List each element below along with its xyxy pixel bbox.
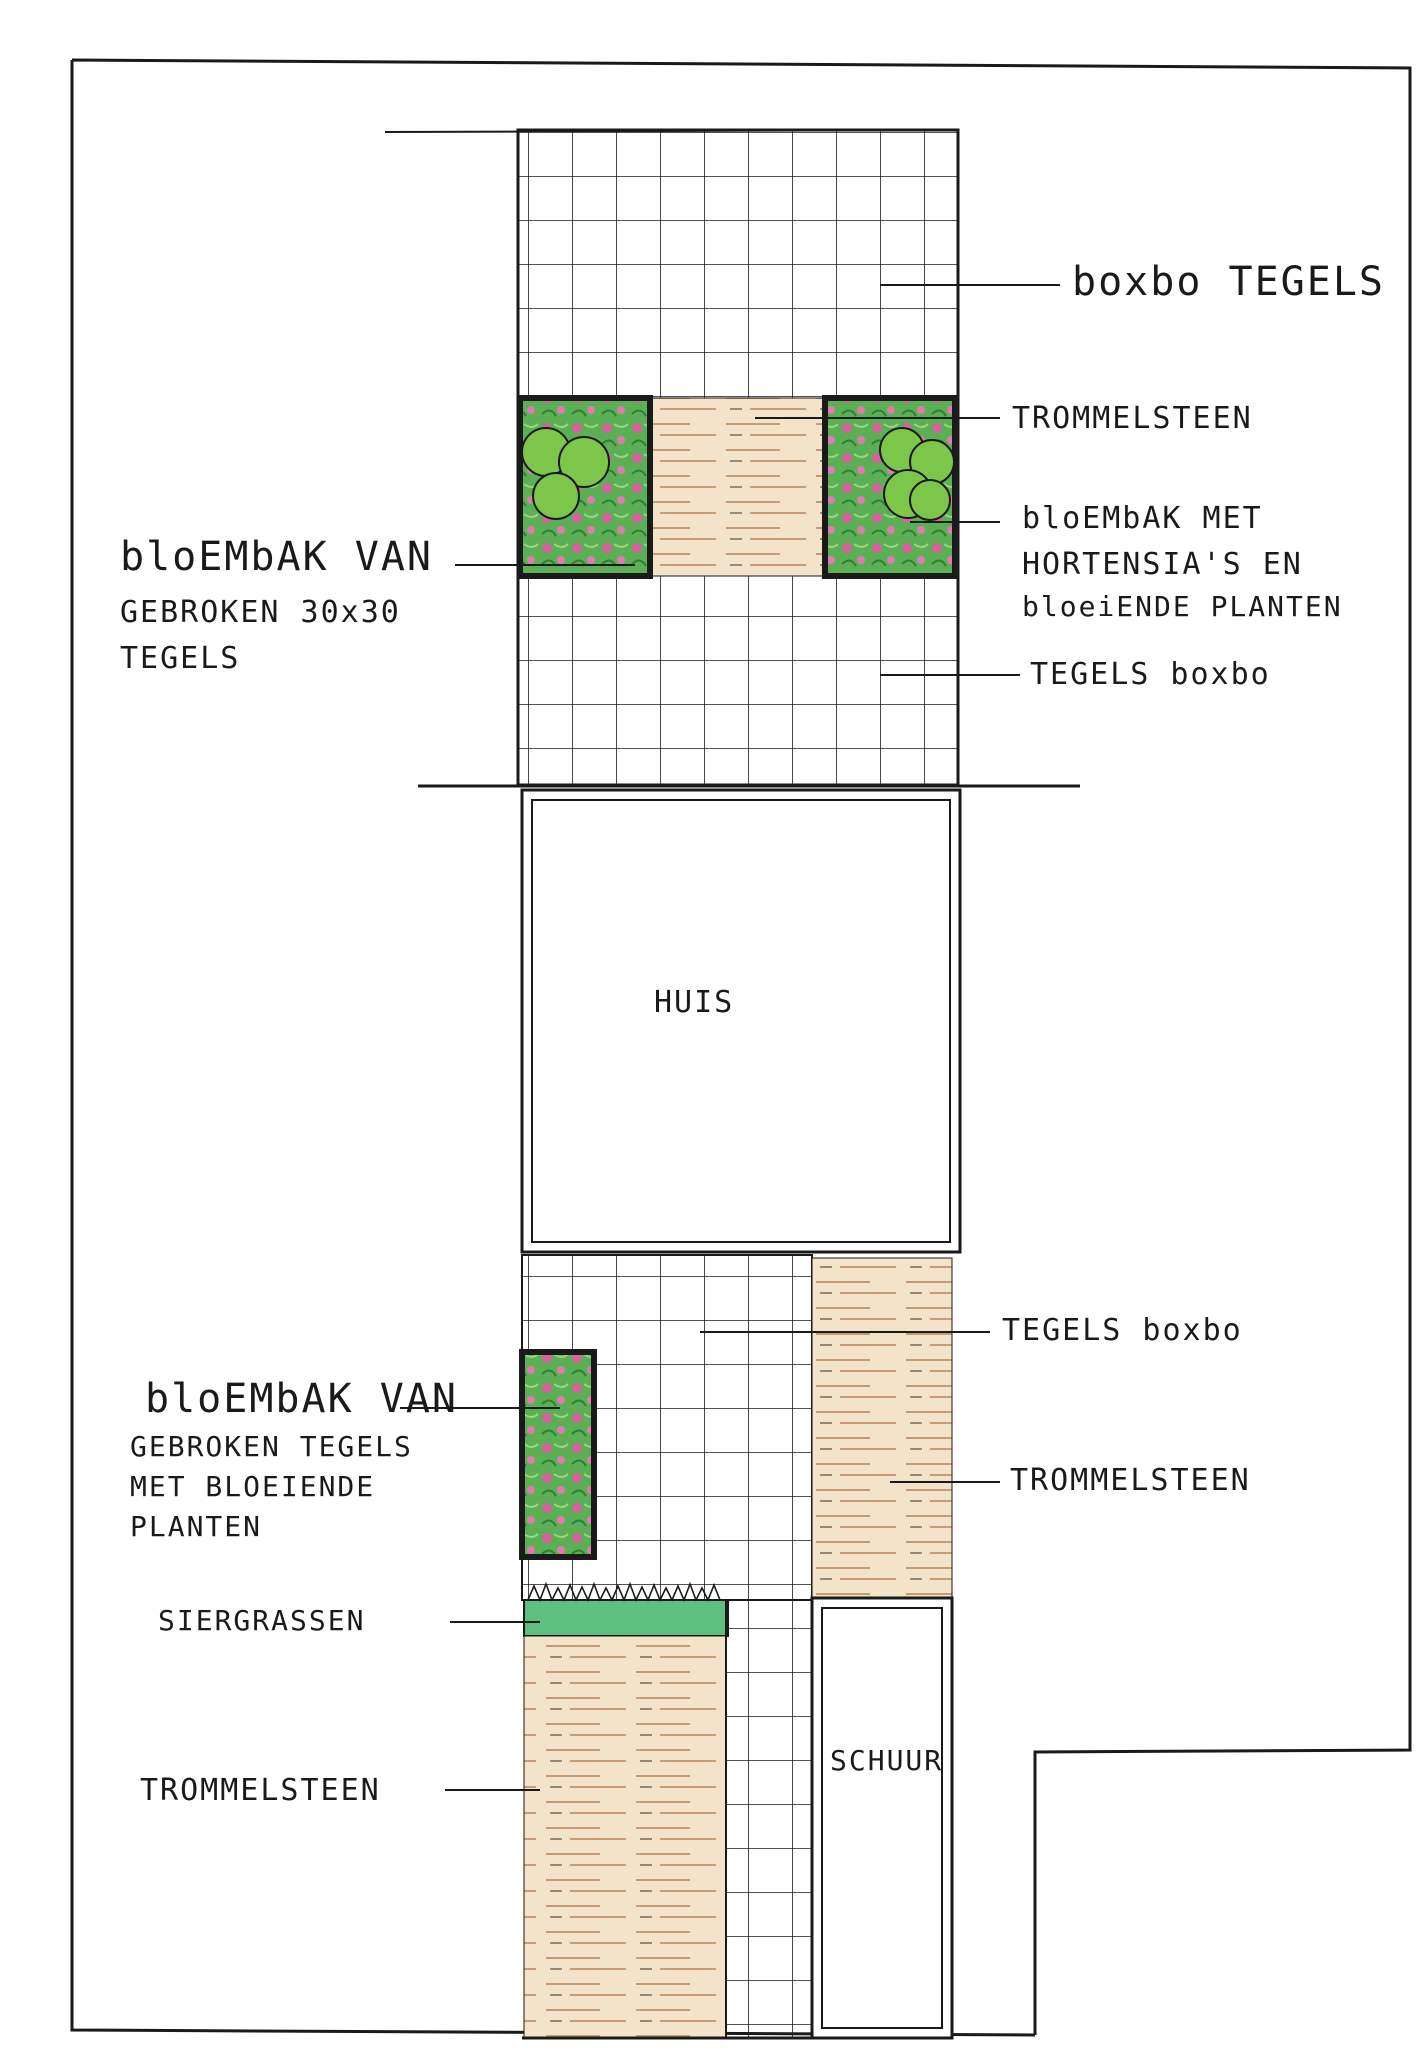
label-bloembak-left-3: TEGELS — [120, 641, 241, 676]
shed — [812, 1598, 952, 2038]
label-bloembak-left-1: bloEMbAK VAN — [120, 534, 433, 580]
label-trommelsteen-bottom: TROMMELSTEEN — [140, 1773, 381, 1808]
label-bloembak-bottom-1: bloEMbAK VAN — [145, 1376, 458, 1422]
label-bloembak-right-2: HORTENSIA'S EN — [1022, 547, 1303, 582]
trommelsteen-path-top — [650, 398, 825, 576]
label-tegels-mid: TEGELS boxbo — [1030, 657, 1271, 692]
planter-bottom — [522, 1352, 594, 1557]
tiles-path-bottom — [726, 1600, 812, 2038]
label-tegels-top: boxbo TEGELS — [1072, 259, 1385, 305]
front-garden — [385, 130, 1080, 786]
label-trommelsteen-mid: TROMMELSTEEN — [1010, 1463, 1251, 1498]
house — [522, 790, 960, 1252]
ornamental-grass — [524, 1600, 728, 1636]
label-bloembak-right-3: bloeiENDE PLANTEN — [1022, 590, 1343, 623]
label-bloembak-bottom-3: MET BLOEIENDE — [130, 1470, 376, 1503]
trommelsteen-bottom — [524, 1636, 726, 2038]
trommelsteen-side — [812, 1258, 952, 1598]
label-siergrassen: SIERGRASSEN — [158, 1604, 366, 1637]
label-bloembak-bottom-4: PLANTEN — [130, 1510, 263, 1543]
label-bloembak-left-2: GEBROKEN 30x30 — [120, 595, 401, 630]
label-bloembak-right-1: bloEMbAK MET — [1022, 501, 1263, 536]
label-schuur: SCHUUR — [830, 1744, 944, 1777]
label-huis: HUIS — [654, 985, 735, 1020]
label-trommelsteen-top: TROMMELSTEEN — [1012, 401, 1253, 436]
label-tegels-bottom: TEGELS boxbo — [1002, 1313, 1243, 1348]
back-garden — [522, 1255, 952, 2038]
label-bloembak-bottom-2: GEBROKEN TEGELS — [130, 1430, 413, 1463]
